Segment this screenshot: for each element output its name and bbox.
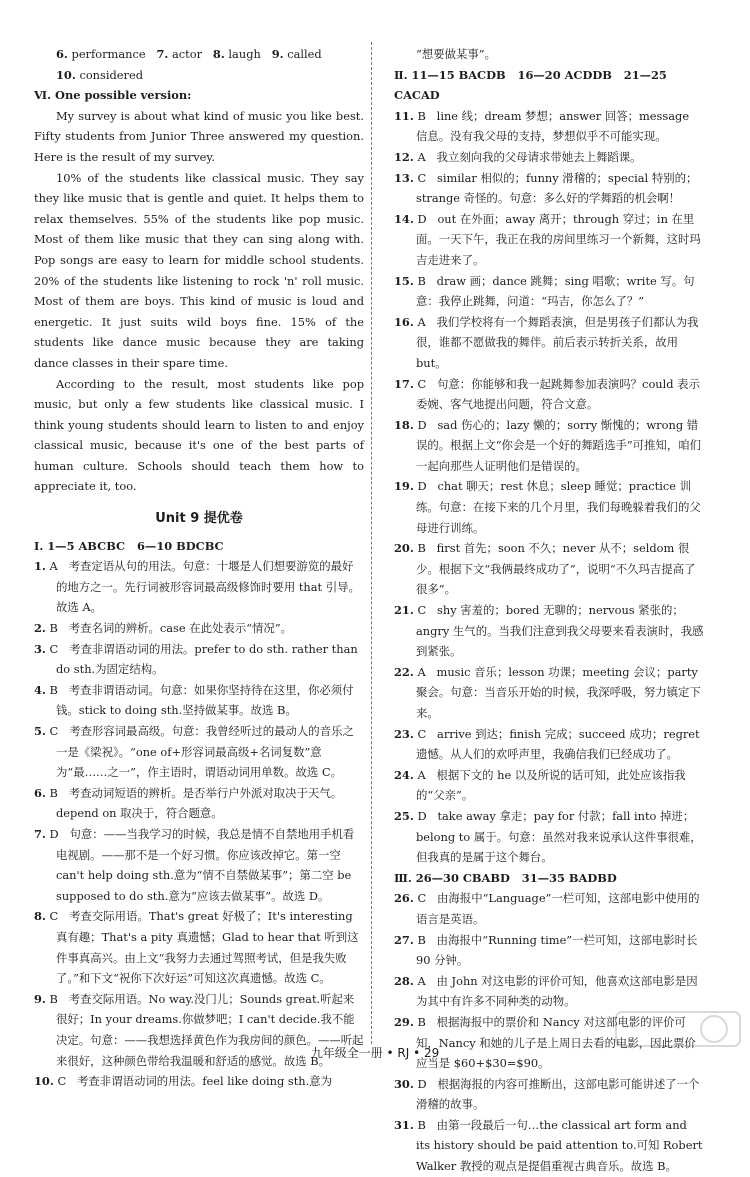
section-heading: Ⅰ. 1—5 ABCBC 6—10 BDCBC	[34, 538, 224, 553]
left-column	[34, 44, 364, 1092]
answer-line: 10. considered	[56, 67, 144, 82]
answer-item: 13. C similar 相似的；funny 滑稽的；special 特别的；strange 奇怪的。句意：多么好的学舞蹈的机会啊！	[394, 170, 698, 206]
essay-paragraph: 10% of the students like classical music. They say they like music that is gentle and quiet. It helps them to relax themselves. 55% of the students like pop music. Most of them like music that they can sing along with. Pop songs are easy to learn for middle school students. 20% of the students like listening to rock 'n' roll music. Most of them are boys. This kind of music is loud and energetic. It just suits wild boys fine. 15% of the students like dance music because they are taking dance classes in their spare time.	[34, 170, 364, 370]
answer-item: 14. D out 在外面；away 离开；through 穿过；in 在里面。一天下午，我正在我的房间里练习一个新舞，这时玛吉走进来了。	[394, 211, 701, 267]
answer-item: 30. D 根据海报的内容可推断出，这部电影可能讲述了一个滑稽的故事。	[394, 1076, 700, 1112]
answer-item: 11. B line 线；dream 梦想；answer 回答；message 信息。没有我父母的支持，梦想似乎不可能实现。	[394, 108, 690, 144]
answer-item: 22. A music 音乐；lesson 功课；meeting 会议；party 聚会。句意：当音乐开始的时候，我深呼吸，努力镇定下来。	[394, 664, 701, 720]
answer-item: 25. D take away 拿走；pay for 付款；fall into 掉进；belong to 属于。句意：虽然对我来说承认这件事很难，但我真的是属于这个舞台。	[394, 808, 702, 865]
essay-paragraph: According to the result, most students like pop music, but only a few students like classical music. I think young students should learn to listen to and enjoy classical music, because it's one of the best parts of human culture. Schools should teach them how to appreciate it, too.	[34, 376, 364, 494]
answer-item: 1. A 考查定语从句的用法。句意：十堰是人们想要游览的最好的地方之一。先行词被形容词最高级修饰时要用 that 引导。故选 A。	[34, 559, 360, 615]
answer-item: 12. A 我立刻向我的父母请求带她去上舞蹈课。	[394, 149, 642, 164]
right-column	[394, 44, 704, 1177]
answer-item: 17. C 句意：你能够和我一起跳舞参加表演吗？could 表示委婉、客气地提出问题，符合文意。	[394, 376, 700, 412]
answer-item: 24. A 根据下文的 he 以及所说的话可知，此处应该指我的“父亲”。	[394, 767, 686, 803]
answer-item: 3. C 考查非谓语动词的用法。prefer to do sth. rather than do sth.为固定结构。	[34, 641, 358, 677]
answer-item: 21. C shy 害羞的；bored 无聊的；nervous 紧张的；angry 生气的。当我们注意到我父母要来看表演时，我感到紧张。	[394, 603, 704, 659]
answer-item: 7. D 句意：——当我学习的时候，我总是情不自禁地用手机看电视剧。——那不是一个好习惯。你应该改掉它。第一空 can't help doing sth.意为“情不自禁做某事”；第二空 be supposed to do sth.意为“应该去做某事”。故选 D。	[34, 826, 355, 903]
page-footer: 九年级全一册 • RJ • 29	[310, 1046, 440, 1060]
section-heading: Ⅲ. 26—30 CBABD 31—35 BADBD	[394, 870, 617, 885]
answer-item: 15. B draw 画；dance 跳舞；sing 唱歌；write 写。句意：我停止跳舞，问道：“玛吉，你怎么了？”	[394, 273, 695, 309]
answer-item: 31. B 由第一段最后一句…the classical art form and its history should be paid attention to.可知 Robert Walker 教授的观点是提倡重视古典音乐。故选 B。	[394, 1117, 703, 1174]
column-divider	[371, 42, 372, 1044]
answer-item: 6. B 考查动词短语的辨析。是否举行户外派对取决于天气。depend on 取决于，符合题意。	[34, 785, 343, 821]
answer-item: 10. C 考查非谓语动词的用法。feel like doing sth.意为	[34, 1074, 333, 1089]
answer-item: 28. A 由 John 对这电影的评价可知，他喜欢这部电影是因为其中有许多不同种类的动物。	[394, 973, 698, 1009]
answer-item: 8. C 考查交际用语。That's great 好极了；It's interesting 真有趣；That's a pity 真遗憾；Glad to hear that 听到这件事真高兴。由上文“我努力去通过驾照考试，但是我失败了。”和下文“祝你下次好运”可知这次真遗憾。故选 C。	[34, 909, 359, 986]
section-heading: Ⅱ. 11—15 BACDB 16—20 ACDDB 21—25 CACAD	[394, 67, 667, 103]
answer-item: 29. B 根据海报中的票价和 Nancy 对这部电影的评价可知，Nancy 和她的儿子是上周日去看的电影，因此票价应当是 $60+$30=$90。	[394, 1014, 696, 1071]
answer-item: 20. B first 首先；soon 不久；never 从不；seldom 很少。根据下文“我俩最终成功了”，说明“不久玛吉提高了很多”。	[394, 541, 696, 597]
essay-paragraph: My survey is about what kind of music you like best. Fifty students from Junior Three answered my question. Here is the result of my survey.	[34, 108, 364, 164]
answer-line: 6. performance 7. actor 8. laugh 9. called	[56, 47, 322, 61]
watermark-logo	[614, 1010, 742, 1070]
answer-item: 23. C arrive 到达；finish 完成；succeed 成功；regret 遗憾。从人们的欢呼声里，我确信我们已经成功了。	[394, 726, 700, 762]
answer-item: 18. D sad 伤心的；lazy 懒的；sorry 惭愧的；wrong 错误的。根据上文“你会是一个好的舞蹈选手”可推知，咱们一起向那些人证明他们是错误的。	[394, 417, 702, 473]
answer-item: 26. C 由海报中“Language”一栏可知，这部电影中使用的语言是英语。	[394, 891, 700, 926]
answer-item: 27. B 由海报中“Running time”一栏可知，这部电影时长 90 分钟。	[394, 932, 698, 968]
answer-item: 9. B 考查交际用语。No way.没门儿；Sounds great.听起来很好；In your dreams.你做梦吧；I can't decide.我不能决定。句意：——我想选择黄色作为我房间的颜色。——听起来很好，这种颜色带给我温暖和舒适的感觉。故选 B。	[34, 991, 364, 1068]
section-heading: Ⅵ. One possible version:	[34, 88, 192, 103]
answer-item: 19. D chat 聊天；rest 休息；sleep 睡觉；practice 训练。句意：在接下来的几个月里，我们每晚躲着我们的父母进行训练。	[394, 479, 701, 535]
answer-line: “想要做某事”。	[416, 47, 496, 61]
answer-item: 5. C 考查形容词最高级。句意：我曾经听过的最动人的音乐之一是《梁祝》。“one of+形容词最高级+名词复数”意为“最……之一”，作主语时，谓语动词用单数。故选 C。	[34, 724, 354, 780]
answer-item: 16. A 我们学校将有一个舞蹈表演，但是男孩子们都认为我很，谁都不愿做我的舞伴。前后表示转折关系，故用 but。	[394, 314, 699, 370]
answer-item: 2. B 考查名词的辨析。case 在此处表示“情况”。	[34, 621, 293, 636]
answer-item: 4. B 考查非谓语动词。句意：如果你坚持待在这里，你必须付钱。stick to doing sth.坚持做某事。故选 B。	[34, 682, 354, 718]
unit-title: Unit 9 提优卷	[155, 511, 243, 527]
